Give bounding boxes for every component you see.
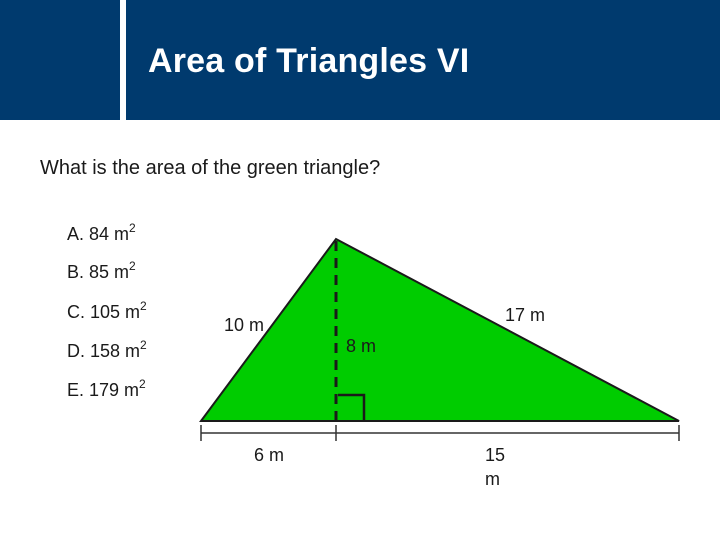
height-label: 8 m (346, 336, 377, 356)
choice-a-exponent: 2 (129, 221, 136, 235)
choice-c-exponent: 2 (140, 299, 147, 313)
choice-e-exponent: 2 (139, 377, 146, 391)
choice-d-exponent: 2 (140, 338, 147, 352)
question-text: What is the area of the green triangle? (40, 157, 381, 179)
choice-a-text: A. 84 m (67, 224, 130, 244)
choice-d-text: D. 158 m (67, 341, 141, 361)
side-right-label: 17 m (505, 305, 546, 325)
base-left-label: 6 m (254, 445, 285, 465)
green-triangle (201, 239, 679, 421)
choice-b-exponent: 2 (129, 259, 136, 273)
choice-b-text: B. 85 m (67, 262, 130, 282)
side-left-label: 10 m (224, 315, 265, 335)
choice-c-text: C. 105 m (67, 302, 141, 322)
slide-title: Area of Triangles VI (148, 42, 470, 80)
choice-e-text: E. 179 m (67, 380, 140, 400)
base-right-label-line1: 15 (485, 445, 506, 465)
base-right-label-line2: m (485, 469, 500, 489)
